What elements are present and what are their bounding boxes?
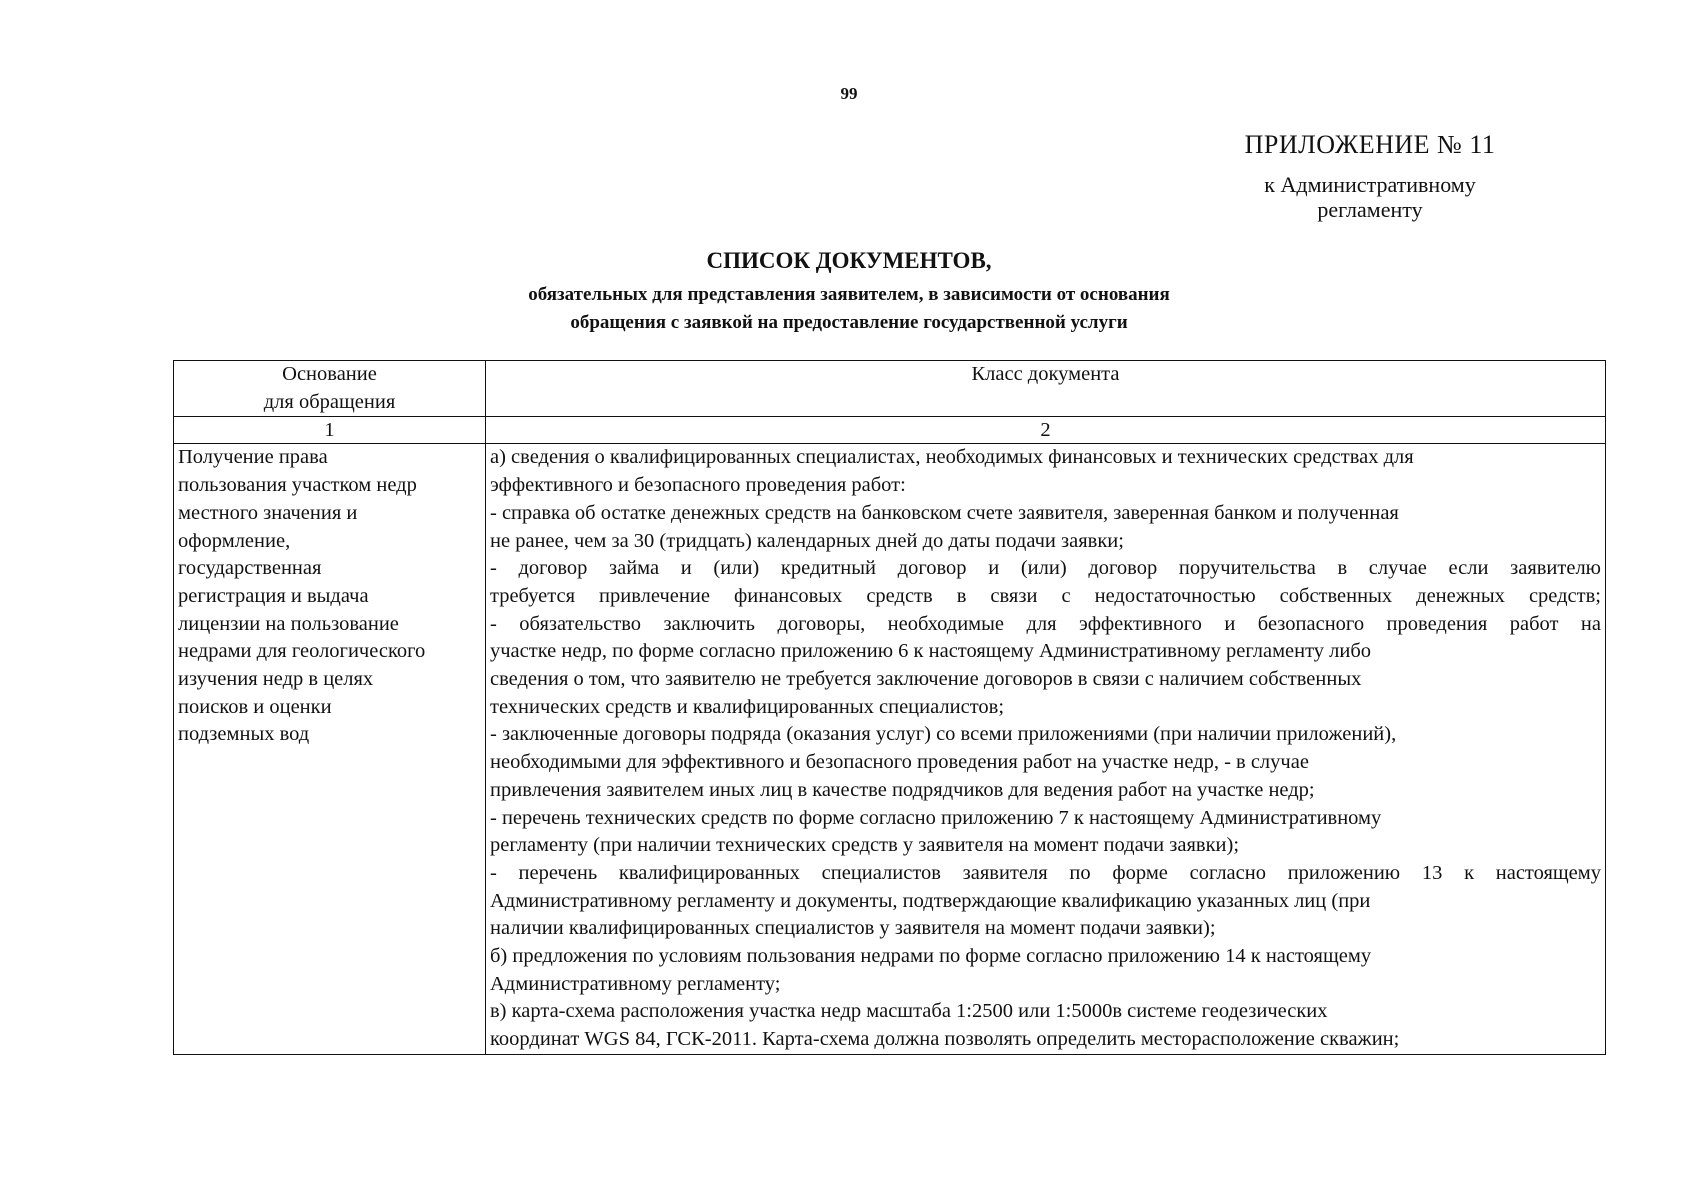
document-line: - справка об остатке денежных средств на банковском счете заявителя, заверенная банком и полученная	[490, 501, 1399, 524]
document-title: СПИСОК ДОКУМЕНТОВ,	[706, 248, 992, 273]
appendix-subtitle-line: к Административному	[1264, 172, 1476, 197]
table-header-row	[174, 361, 1606, 417]
document-line: требуется привлечение финансовых средств в связи с недостаточностью собственных денежных средств;	[490, 584, 1601, 607]
document-line: - перечень квалифицированных специалистов заявителя по форме согласно приложению 13 к настоящему	[490, 861, 1601, 884]
document-subtitle-line: обязательных для представления заявителем, в зависимости от основания	[528, 284, 1170, 305]
document-line: координат WGS 84, ГСК-2011. Карта-схема должна позволять определить месторасположение скважин;	[490, 1028, 1400, 1051]
basis-line: оформление,	[178, 529, 291, 552]
basis-cell	[174, 444, 486, 1054]
header-basis	[174, 361, 486, 417]
column-number-row	[174, 417, 1606, 444]
basis-line: местного значения и	[178, 501, 358, 524]
basis-line: изучения недр в целях	[178, 668, 374, 691]
document-subtitle	[0, 281, 1698, 337]
appendix-title: ПРИЛОЖЕНИЕ № 11	[1244, 130, 1496, 159]
document-line: а) сведения о квалифицированных специалистах, необходимых финансовых и технических средствах для	[490, 446, 1414, 469]
column-number: 1	[174, 417, 486, 444]
basis-line: государственная	[178, 557, 322, 580]
document-line: не ранее, чем за 30 (тридцать) календарных дней до даты подачи заявки;	[490, 529, 1124, 552]
document-subtitle-line: обращения с заявкой на предоставление государственной услуги	[570, 312, 1128, 333]
document-line: участке недр, по форме согласно приложению 6 к настоящему Административному регламенту либо	[490, 640, 1372, 663]
basis-line: пользования участком недр	[178, 474, 417, 497]
basis-line: поисков и оценки	[178, 695, 332, 718]
document-line: сведения о том, что заявителю не требуется заключение договоров в связи с наличием собственных	[490, 668, 1362, 691]
document-line: регламенту (при наличии технических средств у заявителя на момент подачи заявки);	[490, 834, 1240, 857]
basis-line: Получение права	[178, 446, 328, 469]
appendix-block	[1220, 130, 1520, 222]
basis-line: подземных вод	[178, 723, 310, 746]
document-line: - заключенные договоры подряда (оказания услуг) со всеми приложениями (при наличии приложений),	[490, 723, 1397, 746]
document-line: эффективного и безопасного проведения работ:	[490, 474, 906, 497]
document-line: технических средств и квалифицированных специалистов;	[490, 695, 1005, 718]
document-line: б) предложения по условиям пользования недрами по форме согласно приложению 14 к настоящему	[490, 945, 1372, 968]
header-basis-line: Основание	[282, 363, 377, 385]
document-class-cell	[486, 444, 1606, 1054]
appendix-subtitle	[1220, 172, 1520, 222]
basis-line: регистрация и выдача	[178, 584, 369, 607]
header-basis-line: для обращения	[263, 390, 396, 413]
header-document-class: Класс документа	[486, 361, 1606, 417]
document-line: в) карта-схема расположения участка недр масштаба 1:2500 или 1:5000в системе геодезических	[490, 1000, 1328, 1023]
page-number: 99	[840, 84, 858, 103]
table-row	[174, 444, 1606, 1054]
basis-line: лицензии на пользование	[178, 612, 399, 635]
document-line: необходимыми для эффективного и безопасного проведения работ на участке недр, - в случае	[490, 751, 1309, 774]
document-line: Административному регламенту;	[490, 972, 781, 995]
document-line: - перечень технических средств по форме согласно приложению 7 к настоящему Административному	[490, 806, 1382, 829]
document-line: - договор займа и (или) кредитный договор и (или) договор поручительства в случае если заявителю	[490, 557, 1601, 580]
column-number: 2	[486, 417, 1606, 444]
document-line: - обязательство заключить договоры, необходимые для эффективного и безопасного проведения работ на	[490, 612, 1601, 635]
document-line: наличии квалифицированных специалистов у заявителя на момент подачи заявки);	[490, 917, 1216, 940]
document-line: привлечения заявителем иных лиц в качестве подрядчиков для ведения работ на участке недр;	[490, 778, 1315, 801]
documents-table	[173, 360, 1606, 1055]
appendix-subtitle-line: регламенту	[1317, 197, 1423, 222]
document-line: Административному регламенту и документы, подтверждающие квалификацию указанных лиц (при	[490, 889, 1371, 912]
basis-line: недрами для геологического	[178, 640, 426, 663]
